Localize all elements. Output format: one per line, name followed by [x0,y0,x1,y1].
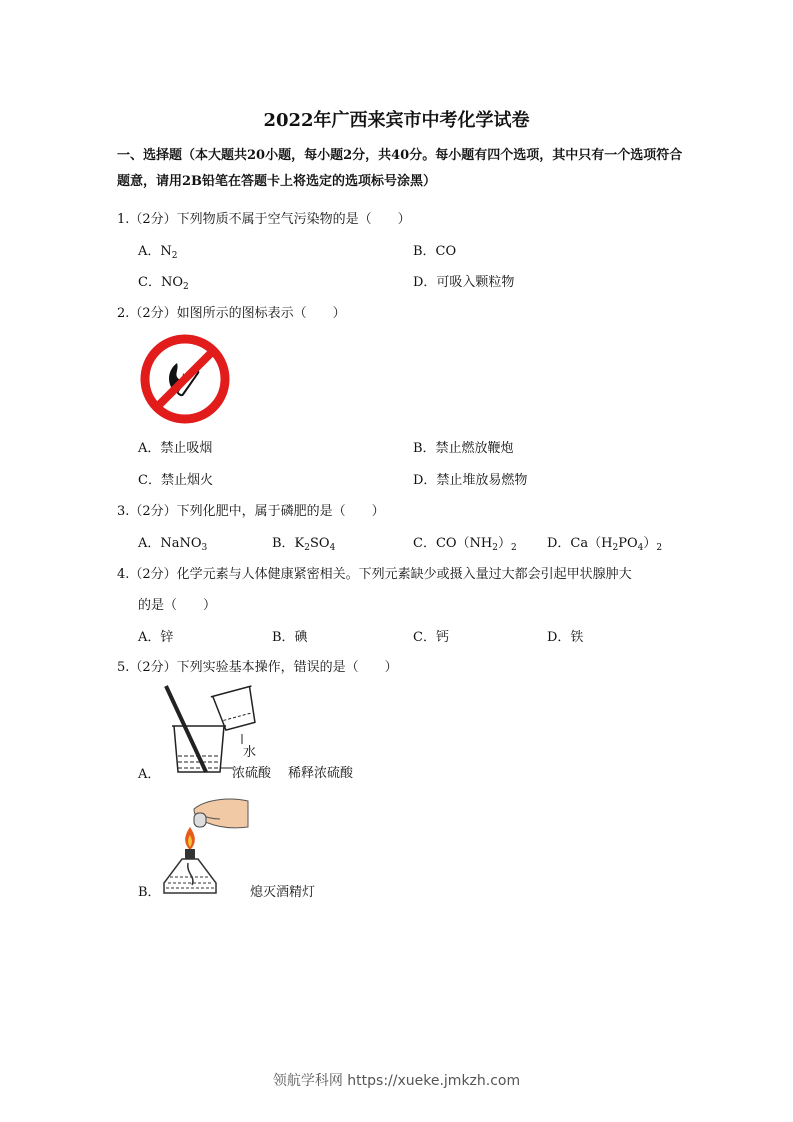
q3-b-text2: SO [310,536,330,551]
question-1-stem: 1.（2分）下列物质不属于空气污染物的是（ ） [117,212,411,227]
q5-option-a[interactable]: A． [138,767,161,782]
q3-d-text1: D．Ca（H [547,536,613,551]
q3-option-c[interactable] [413,532,517,553]
q1-option-c[interactable] [138,271,189,292]
q1-option-d[interactable]: D．可吸入颗粒物 [413,275,515,290]
question-4-stem-line1: 4.（2分）化学元素与人体健康紧密相关。下列元素缺少或摄入量过大都会引起甲状腺肿大 [117,567,632,582]
question-2-stem: 2.（2分）如图所示的图标表示（ ） [117,306,346,321]
q1-option-c-text: C．NO [138,275,183,290]
q5-option-b[interactable]: B． [138,885,161,900]
water-label: 水 [243,745,257,760]
q3-d-text2: PO [618,536,638,551]
q4-option-d[interactable]: D．铁 [547,630,584,645]
no-fire-sign-icon [139,333,231,425]
q1-option-a-sub: 2 [171,251,178,261]
q3-d-sub2: 4 [637,543,644,553]
q5-option-b-caption: 熄灭酒精灯 [250,885,316,900]
q1-option-a-text: A．N [138,244,172,259]
q3-option-a[interactable] [138,532,207,553]
section-heading: 一、选择题（本大题共20小题，每小题2分，共40分。每小题有四个选项，其中只有一个选项符合题意，请用2B铅笔在答题卡上将选定的选项标号涂黑） [117,148,683,189]
q3-option-d[interactable] [547,532,662,553]
question-4-stem-line2: 的是（ ） [138,598,217,613]
q5-option-a-caption: 稀释浓硫酸 [288,766,354,781]
q4-option-b[interactable]: B．碘 [272,630,308,645]
q2-option-c[interactable]: C．禁止烟火 [138,473,213,488]
q3-c-text1: C．CO（NH [413,536,493,551]
q2-option-a[interactable]: A．禁止吸烟 [138,441,213,456]
q4-option-c[interactable]: C．钙 [413,630,449,645]
q3-b-text1: B．K [272,536,305,551]
acid-label: 浓硫酸 [232,766,272,781]
q3-c-sub2: 2 [511,543,517,553]
q3-b-sub1: 2 [304,543,310,553]
q3-d-sub3: 2 [656,543,663,553]
q3-d-sub1: 2 [612,543,619,553]
q3-a-sub: 3 [201,543,208,553]
q3-c-text2: ） [498,536,512,551]
q1-option-c-sub: 2 [182,282,189,292]
q1-option-b[interactable]: B．CO [413,244,457,259]
q2-option-d[interactable]: D．禁止堆放易燃物 [413,473,528,488]
q1-option-a[interactable] [138,240,178,261]
q4-option-a[interactable]: A．锌 [138,630,174,645]
q3-c-sub1: 2 [492,543,498,553]
q2-option-b[interactable]: B．禁止燃放鞭炮 [413,441,514,456]
question-3-stem: 3.（2分）下列化肥中，属于磷肥的是（ ） [117,504,385,519]
alcohol-lamp-figure-icon [160,793,252,897]
question-5-stem: 5.（2分）下列实验基本操作，错误的是（ ） [117,660,398,675]
q3-b-sub2: 4 [329,543,336,553]
footer-watermark: 领航学科网 https://xueke.jmkzh.com [272,1073,521,1089]
q3-a-text: A．NaNO [138,536,202,551]
q3-d-text3: ） [643,536,657,551]
q3-option-b[interactable] [272,532,335,553]
page-title: 2022年广西来宾市中考化学试卷 [263,110,530,131]
